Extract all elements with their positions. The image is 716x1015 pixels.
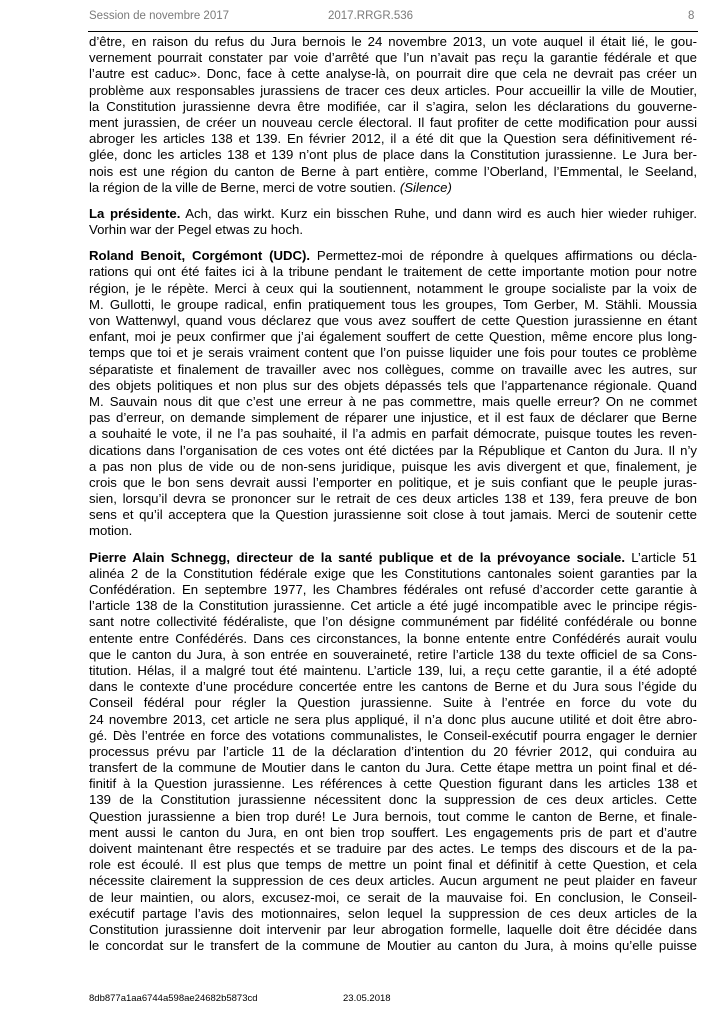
header-reference: 2017.RRGR.536 (328, 10, 414, 22)
paragraph-continuation (89, 34, 697, 196)
text-line: l’article 138 de la Constitution jurassienne. Cet article a été jugé incompatible avec le principe régis- (89, 598, 697, 614)
speaker-name: La présidente. (89, 205, 181, 221)
text-line: abroger les articles 138 et 139. En février 2012, il a été dit que la Question sera définitivement ré- (89, 131, 697, 147)
text-line: le concordat sur le transfert de la commune de Moutier au canton du Jura, à moins qu’elle puisse (89, 938, 697, 954)
text-line: 139 de la Constitution jurassienne nécessitent donc la suppression de ces deux articles. Cette (89, 792, 697, 808)
text-line: vernement pourrait constater par voie d’arrêté que l’un n’avait pas reçu la garantie fédérale et que (89, 50, 697, 66)
stage-direction: (Silence) (399, 179, 452, 195)
footer-document-hash: 8db877a1aa6744a598ae24682b5873cd (89, 993, 258, 1004)
text-line: Conseil fédéral pour régler la Question jurassienne. Suite à l’entrée en force du vote du (89, 695, 697, 711)
text-line: sant notre collectivité fédéraliste, que l’on désigne communément par fidélité confédérale ou bonne (89, 614, 697, 630)
text-line: role est écoulé. Il est plus que temps de mettre un point final et définitif à cette Question, et cela (89, 857, 697, 873)
text-line: Confédération. En septembre 1977, les Chambres fédérales ont refusé d’accorder cette garantie à (89, 582, 697, 597)
text-line: problème aux responsables jurassiens de tracer ces deux articles. Pour accueillir la ville de Moutier, (89, 82, 697, 98)
footer-date: 23.05.2018 (343, 993, 391, 1004)
header-page-number: 8 (688, 10, 695, 22)
text-line: enfant, moi je peux confirmer que j’ai également souffert de cette Question, même encore plus long- (89, 329, 697, 345)
text-line: Vorhin war der Pegel etwas zu hoch. (89, 222, 304, 238)
text-line: transfert de la commune de Moutier dans le canton du Jura. Cette étape mettra un point final et dé- (89, 760, 697, 776)
text-line: crois que le bon sens devrait aussi l’emporter en politique, et je suis confiant que le peuple juras- (89, 474, 697, 490)
text-line: Constitution jurassienne doit intervenir par leur abrogation formelle, laquelle doit être décidée dans (89, 921, 697, 937)
text-line: a souhaité le vote, il ne l’a pas souhaité, il l’a admis en parfait démocrate, puisque toutes les reven- (89, 426, 697, 442)
text-line: l’autre est caduc». Donc, face à cette analyse-là, on pourrait dire que cela ne devrait pas créer un (89, 66, 697, 82)
text-line: von Wattenwyl, quand vous déclarez que vous avez souffert de cette Question jurassienne en étant (89, 313, 697, 328)
text-line: exécutif partage l’avis des motionnaires, selon lequel la suppression de ces deux articles de la (89, 905, 697, 921)
text-line: gé. Dès l’entrée en force des votations communalistes, le Conseil-exécutif pourra engager le dernier (89, 727, 697, 743)
text-line: nois est une région du canton de Berne à part entière, comme l’Oberland, l’Emmental, le Seeland, (89, 163, 697, 179)
paragraph-pierre-alain-schnegg (89, 550, 697, 955)
text-line: rations qui ont été faites ici à la tribune pendant le traitement de cette importante motion pour notre (89, 264, 697, 280)
text-line: M. Gullotti, le groupe radical, enfin pratiquement tous les groupes, Tom Gerber, M. Stähli. Moussia (89, 296, 697, 312)
text-line: 24 novembre 2013, cet article ne sera plus appliqué, il n’a donc plus aucune utilité et doit être abro- (89, 711, 697, 727)
text-line: que le canton du Jura, à son entrée en souveraineté, retire l’article 138 du texte officiel de sa Cons- (89, 646, 697, 662)
text-line: temps que toi et je serais vraiment content que l’on puisse liquider une fois pour toutes ce problème (89, 345, 697, 361)
text-line: la Constitution jurassienne devra être modifiée, car il s’agira, selon les déclarations du gouverne- (89, 98, 697, 114)
text-line: ment aussi le canton du Jura, en ont bien trop souffert. Les engagements pris de part et d’autre (89, 824, 697, 840)
header-rule (88, 31, 698, 32)
text-line: sens et qu’il acceptera que la Question jurassienne soit close à tout jamais. Merci de soutenir cette (89, 507, 697, 523)
text-line: finitif à la Question jurassienne. Les références à cette Question figurant dans les articles 138 et (89, 776, 697, 792)
text-line: a pas non plus de vide ou de non-sens juridique, puisque les avis divergent et que, finalement, je (89, 458, 697, 474)
text-line: séparatiste et finalement de travailler avec nos collègues, comme on travaille avec les autres, sur (89, 361, 697, 377)
speaker-name: Roland Benoit, Corgémont (UDC). (89, 248, 311, 264)
text-line: des objets politiques et non plus sur des objets dépassés tels que l’appartenance régionale. Quand (89, 377, 697, 393)
text-line: alinéa 2 de la Constitution fédérale exige que les Constitutions cantonales soient garanties par la (89, 565, 697, 581)
text-line: dications dans l’organisation de ces votes ont été dictées par la République et Canton du Jura. Il n’y (89, 442, 697, 458)
text-line (89, 180, 697, 196)
text-line: doivent maintenant être respectés et se traduire par des actes. Le temps des discours et de la pa- (89, 841, 697, 856)
paragraph-presidente (89, 206, 697, 238)
text-segment: L’article 51 (625, 549, 697, 565)
text-line: de leur maintien, ou alors, excusez-moi, ce serait de la mauvaise foi. En conclusion, le Conseil- (89, 889, 697, 905)
text-line: dans le contexte d’une procédure concertée entre les cantons de Berne et du Jura sous l’égide du (89, 679, 697, 695)
paragraph-roland-benoit (89, 248, 697, 539)
text-line: nécessite clairement la suppression de ces deux articles. Aucun argument ne peut plaider en faveur (89, 873, 697, 889)
text-segment: Ach, das wirkt. Kurz ein bisschen Ruhe, und dann wird es auch hier wieder ruhiger. (180, 205, 697, 221)
text-line: d’être, en raison du refus du Jura bernois le 24 novembre 2013, un vote auquel il était lié, le gou- (89, 34, 697, 49)
text-line: titution. Hélas, il a malgré tout été maintenu. L’article 139, lui, a reçu cette garantie, il a été adopté (89, 662, 697, 678)
text-line (89, 550, 697, 566)
text-segment: la région de la ville de Berne, merci de votre soutien. (89, 179, 397, 195)
header-session: Session de novembre 2017 (89, 10, 230, 22)
speaker-name: Pierre Alain Schnegg, directeur de la santé publique et de la prévoyance sociale. (89, 549, 626, 565)
text-line: motion. (89, 523, 133, 539)
text-line (89, 206, 697, 222)
text-line: processus prévu par l’article 11 de la déclaration d’intention du 20 février 2012, qui conduira au (89, 743, 697, 759)
text-line: glée, donc les articles 138 et 139 n’ont plus de place dans la Constitution jurassienne. Le Jura ber- (89, 147, 697, 163)
text-line: pas d’erreur, on demande simplement de réparer une injustice, et il est faux de déclarer que Berne (89, 410, 697, 426)
text-line (89, 248, 697, 264)
text-line: sien, lorsqu’il devra se prononcer sur le retrait de ces deux articles 138 et 139, fera preuve de bon (89, 491, 697, 507)
document-body (89, 34, 697, 964)
text-segment: Permettez-moi de répondre à quelques affirmations ou décla- (310, 248, 697, 264)
text-line: région, je le répète. Merci à ceux qui la soutiennent, notamment le groupe socialiste par la voix de (89, 280, 697, 296)
text-line: ment jurassien, de créer un nouveau cercle électoral. Il faut profiter de cette modification pour aussi (89, 114, 697, 130)
text-line: M. Sauvain nous dit que c’est une erreur à ne pas commettre, mais quelle erreur? On ne commet (89, 393, 697, 409)
text-line: Question jurassienne a bien trop duré! Le Jura bernois, tout comme le canton de Berne, et finale- (89, 808, 697, 824)
text-line: entente entre Confédérés. Dans ces circonstances, la bonne entente entre Confédérés aurait voulu (89, 630, 697, 646)
